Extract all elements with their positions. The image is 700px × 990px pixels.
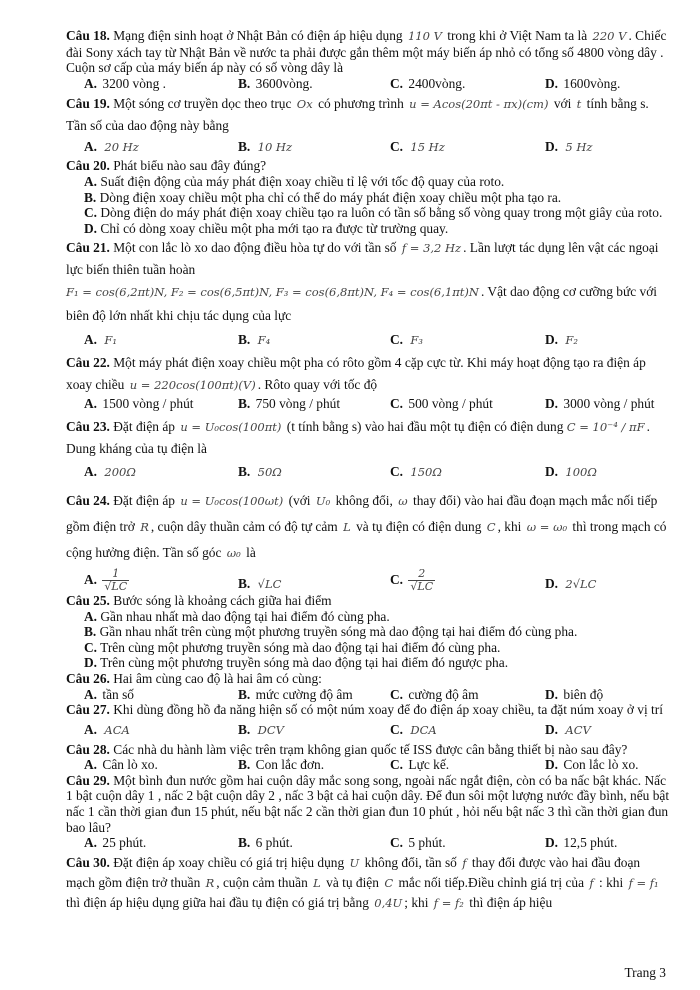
question-text: trong khi ở Việt Nam ta là — [447, 28, 588, 43]
answer-option-d[interactable]: D. 5 Hz — [545, 139, 593, 155]
answer-option-c[interactable]: C. Trên cùng một phương truyền sóng mà dao động tại hai điểm đó cùng pha. — [84, 639, 501, 655]
math-expression: u = Acos(20πt - πx)(cm) — [409, 97, 549, 112]
question-30 — [66, 853, 670, 913]
question-text: và tụ điện — [326, 874, 379, 890]
answer-option-b[interactable]: B. √LC — [238, 576, 282, 592]
question-text: : khi — [599, 874, 624, 890]
answer-option-b[interactable]: B. Gần nhau nhất trên cùng một phương truyền sóng mà dao động tại hai điểm đó cùng pha. — [84, 624, 578, 640]
answer-option-a[interactable]: A. tần số — [84, 686, 135, 702]
question-text: , cuộn cảm thuần — [216, 874, 308, 890]
answer-option-c[interactable]: C. 500 vòng / phút — [390, 396, 493, 412]
answer-options — [66, 396, 670, 412]
question-label: Câu 19. — [66, 96, 110, 112]
answer-option-c[interactable]: C. 2400vòng. — [390, 75, 466, 91]
answer-option-a[interactable]: A. 1500 vòng / phút — [84, 396, 194, 412]
math-expression: R — [205, 875, 215, 890]
math-expression: 0,4U — [374, 895, 403, 910]
math-expression: ω — [398, 493, 408, 508]
question-text: thì trong mạch có cộng hưởng điện. Tần số góc — [66, 518, 667, 560]
question-label: Câu 22. — [66, 355, 110, 371]
answer-options — [66, 136, 670, 158]
fraction: $\frac{1}{√LC}$ — [104, 566, 128, 593]
answer-options — [66, 568, 670, 593]
question-text: thay đổi) vào hai đầu đoạn mạch mắc nối tiếp gồm điện trở — [66, 492, 658, 534]
question-label: Câu 28. — [66, 741, 110, 757]
math-expression: C — [486, 519, 496, 534]
answer-option-d[interactable]: D. ACV — [545, 721, 591, 737]
question-text: , khi — [497, 518, 522, 534]
math-expression: ω₀ — [226, 545, 241, 560]
math-expression: F₁ = cos(6,2πt)N, F₂ = cos(6,5πt)N, F₃ = cos(6,8πt)N, F₄ = cos(6,1πt)N — [66, 285, 479, 300]
answer-option-b[interactable]: B. 50Ω — [238, 463, 282, 479]
question-label: Câu 24. — [66, 492, 110, 508]
question-text: Đặt điện áp — [113, 418, 175, 434]
question-27 — [66, 702, 670, 742]
question-text: . Lần lượt tác dụng lên vật các ngoại lực biến thiên tuần hoàn — [66, 240, 659, 278]
answer-option-d[interactable]: D. Con lắc lò xo. — [545, 757, 639, 773]
math-expression: t — [576, 97, 582, 112]
answer-option-c[interactable]: C. Lực kế. — [390, 757, 450, 773]
answer-option-a[interactable]: A. Gần nhau nhất mà dao động tại hai điểm đó cùng pha. — [84, 608, 390, 624]
math-expression: 110 V — [407, 29, 442, 43]
answer-option-a[interactable]: A. F₁ — [84, 332, 117, 348]
answer-option-b[interactable]: B. Dòng điện xoay chiều một pha chỉ có thể do máy phát điện xoay chiều một pha tạo ra. — [84, 189, 562, 205]
answer-option-d[interactable]: D. F₂ — [545, 332, 578, 348]
math-expression: Ox — [296, 97, 313, 112]
question-19 — [66, 93, 670, 158]
answer-option-b[interactable]: B. 6 phút. — [238, 835, 293, 851]
math-expression: L — [343, 519, 351, 534]
question-text: không đổi, — [335, 492, 393, 508]
answer-option-c[interactable]: C. $\frac{2}{√LC}$ — [390, 566, 434, 593]
math-expression: ω = ω₀ — [526, 519, 568, 534]
answer-option-b[interactable]: B. mức cường độ âm — [238, 686, 353, 702]
math-expression: U — [349, 855, 360, 870]
question-text: (t tính bằng s) vào hai đầu một tụ điện có điện dung — [286, 418, 564, 434]
answer-option-c[interactable]: C. Dòng điện do máy phát điện xoay chiều tạo ra luôn có tần số bằng số vòng quay trong một giây của roto. — [84, 205, 663, 221]
answer-option-d[interactable]: D. 100Ω — [545, 463, 597, 479]
question-text: thay đổi được vào hai đầu đoạn mạch gồm điện trở thuần — [66, 854, 641, 890]
answer-options — [66, 687, 670, 703]
question-text: Đặt điện áp — [113, 492, 175, 508]
answer-option-d[interactable]: D. Chỉ có dòng xoay chiều một pha mới tạo ra được từ trường quay. — [84, 220, 449, 236]
question-24 — [66, 488, 670, 593]
answer-option-d[interactable]: D. Trên cùng một phương truyền sóng mà dao động tại hai điểm đó ngược pha. — [84, 655, 509, 671]
question-label: Câu 21. — [66, 240, 110, 256]
answer-option-b[interactable]: B. F₄ — [238, 332, 271, 348]
answer-option-a[interactable]: A. 200Ω — [84, 463, 136, 479]
question-text: Một máy phát điện xoay chiều một pha có rôto gồm 4 cặp cực từ. Khi máy hoạt động tạo ra điện áp xoay chiều — [66, 355, 646, 393]
question-18 — [66, 28, 670, 91]
answer-options — [66, 76, 670, 92]
answer-option-b[interactable]: B. 3600vòng. — [238, 75, 313, 91]
answer-option-d[interactable]: D. biên độ — [545, 686, 604, 702]
question-text: tính bằng s. Tần số của dao động này bằng — [66, 96, 649, 134]
question-28 — [66, 742, 670, 773]
math-expression: f = f₁ — [628, 875, 659, 890]
answer-option-b[interactable]: B. 750 vòng / phút — [238, 396, 341, 412]
answer-option-b[interactable]: B. Con lắc đơn. — [238, 757, 325, 773]
question-text: . Rôto quay với tốc độ — [257, 377, 378, 393]
answer-option-d[interactable]: D. 2√LC — [545, 576, 597, 592]
question-text: Đặt điện áp xoay chiều có giá trị hiệu dụng — [113, 854, 345, 870]
answer-option-d[interactable]: D. 3000 vòng / phút — [545, 396, 655, 412]
math-expression: f = 3,2 Hz — [401, 241, 462, 256]
answer-options — [66, 609, 670, 671]
question-22 — [66, 352, 670, 412]
answer-option-c[interactable]: C. 150Ω — [390, 463, 442, 479]
answer-option-b[interactable]: B. 10 Hz — [238, 139, 293, 155]
answer-options — [66, 328, 670, 352]
answer-option-a[interactable]: A. ACA — [84, 721, 130, 737]
answer-options — [66, 835, 670, 851]
question-text: có phương trình — [318, 96, 404, 112]
answer-options — [66, 460, 670, 484]
answer-option-a[interactable]: A. Suất điện động của máy phát điện xoay chiều tỉ lệ với tốc độ quay của roto. — [84, 173, 505, 189]
question-text: Khi dùng đồng hồ đa năng hiện số có một núm xoay để đo điện áp xoay chiều, ta đặt núm xoay ở vị trí — [113, 702, 663, 718]
question-text: , cuộn dây thuần cảm có độ tự cảm — [150, 518, 338, 534]
answer-option-d[interactable]: D. 12,5 phút. — [545, 835, 618, 851]
question-label: Câu 29. — [66, 772, 110, 788]
question-21 — [66, 237, 670, 352]
question-23 — [66, 416, 670, 484]
question-label: Câu 26. — [66, 670, 110, 686]
question-text: không đổi, tần số — [364, 854, 457, 870]
math-expression: u = U₀cos(100πt) — [180, 419, 282, 434]
question-text: với — [553, 96, 572, 112]
question-label: Câu 27. — [66, 702, 110, 718]
math-expression: C = 10⁻⁴ / πF — [566, 419, 645, 434]
answer-option-a[interactable]: A. 25 phút. — [84, 835, 147, 851]
exam-page — [66, 28, 670, 913]
question-text: . Dung kháng của tụ điện là — [66, 418, 650, 456]
question-label: Câu 23. — [66, 418, 110, 434]
question-text: Hai âm cùng cao độ là hai âm có cùng: — [113, 670, 322, 686]
question-text: thì điện áp hiệu dụng giữa hai đầu tụ điện có giá trị bằng — [66, 894, 369, 910]
question-29 — [66, 773, 670, 851]
question-text: (với — [288, 492, 311, 508]
question-20 — [66, 158, 670, 236]
math-expression: 220 V — [592, 29, 627, 43]
question-text: ; khi — [404, 894, 429, 910]
answer-option-b[interactable]: B. DCV — [238, 721, 284, 737]
question-text: Các nhà du hành làm việc trên trạm không gian quốc tế ISS được cân bằng thiết bị nào sau đây? — [113, 741, 628, 757]
answer-option-d[interactable]: D. 1600vòng. — [545, 75, 621, 91]
page-number: Trang 3 — [624, 965, 666, 980]
question-label: Câu 20. — [66, 158, 110, 174]
answer-option-a[interactable]: A. 20 Hz — [84, 139, 139, 155]
fraction: $\frac{2}{√LC}$ — [410, 566, 434, 593]
math-expression: f = f₂ — [433, 895, 464, 910]
math-expression: R — [140, 519, 149, 534]
question-label: Câu 25. — [66, 592, 110, 608]
question-text: Một bình đun nước gồm hai cuộn dây mắc song song, ngoài nấc ngắt điện, còn có ba nấc bật khác. Nấc 1 bật cuộn dây 1 , nấc 2 bật cuộn dây 2 , nấc 3 bật cả hai cuộn dây. Để đun sôi một lượng nước đầy bình, nếu bật nấc 1 cần thời gian đun 15 phút, nếu bật nấc 2 cần thời gian đun 10 phút , hỏi nếu bật nấc 3 thì cần thời gian đun bao lâu? — [66, 772, 670, 835]
answer-option-a[interactable]: A. $\frac{1}{√LC}$ — [84, 566, 128, 593]
question-text: Mạng điện sinh hoạt ở Nhật Bản có điện áp hiệu dụng — [113, 28, 403, 43]
question-25 — [66, 593, 670, 671]
math-expression: f — [589, 875, 594, 890]
question-text: . Vật dao động cơ cưỡng bức với biên độ lớn nhất khi chịu tác dụng của lực — [66, 284, 658, 324]
question-text: thì điện áp hiệu — [469, 894, 553, 910]
math-expression: f — [462, 855, 467, 870]
question-text: là — [246, 544, 256, 560]
question-text: Một sóng cơ truyền dọc theo trục — [113, 96, 292, 112]
math-expression: U₀ — [315, 493, 331, 508]
question-label: Câu 18. — [66, 28, 110, 43]
math-expression: u = U₀cos(100ωt) — [180, 493, 284, 508]
question-text: . Chiếc đài Sony xách tay từ Nhật Bản về nước ta phải được gắn thêm một máy biến áp nhỏ có tổng số 4800 vòng dây . Cuộn sơ cấp của máy biến áp này có số vòng dây là — [66, 28, 667, 76]
answer-option-c[interactable]: C. 5 phút. — [390, 835, 446, 851]
answer-option-c[interactable]: C. cường độ âm — [390, 686, 479, 702]
question-text: và tụ điện có điện dung — [356, 518, 482, 534]
math-expression: L — [313, 875, 321, 890]
question-text: Phát biểu nào sau đây đúng? — [113, 158, 267, 174]
answer-option-c[interactable]: C. F₃ — [390, 332, 423, 348]
math-expression: C — [384, 875, 394, 890]
answer-options — [66, 757, 670, 773]
answer-option-c[interactable]: C. 15 Hz — [390, 139, 445, 155]
question-text: Một con lắc lò xo dao động điều hòa tự do với tần số — [113, 240, 397, 256]
answer-options — [66, 174, 670, 205]
question-text: mắc nối tiếp.Điều chỉnh giá trị của — [398, 874, 585, 890]
answer-option-a[interactable]: A. Cân lò xo. — [84, 757, 158, 773]
answer-options — [66, 718, 670, 742]
answer-option-a[interactable]: A. 3200 vòng . — [84, 75, 166, 91]
answer-option-c[interactable]: C. DCA — [390, 721, 437, 737]
question-26 — [66, 671, 670, 702]
question-text: Bước sóng là khoảng cách giữa hai điểm — [113, 592, 332, 608]
math-expression: u = 220cos(100πt)(V) — [129, 378, 256, 393]
question-label: Câu 30. — [66, 854, 110, 870]
